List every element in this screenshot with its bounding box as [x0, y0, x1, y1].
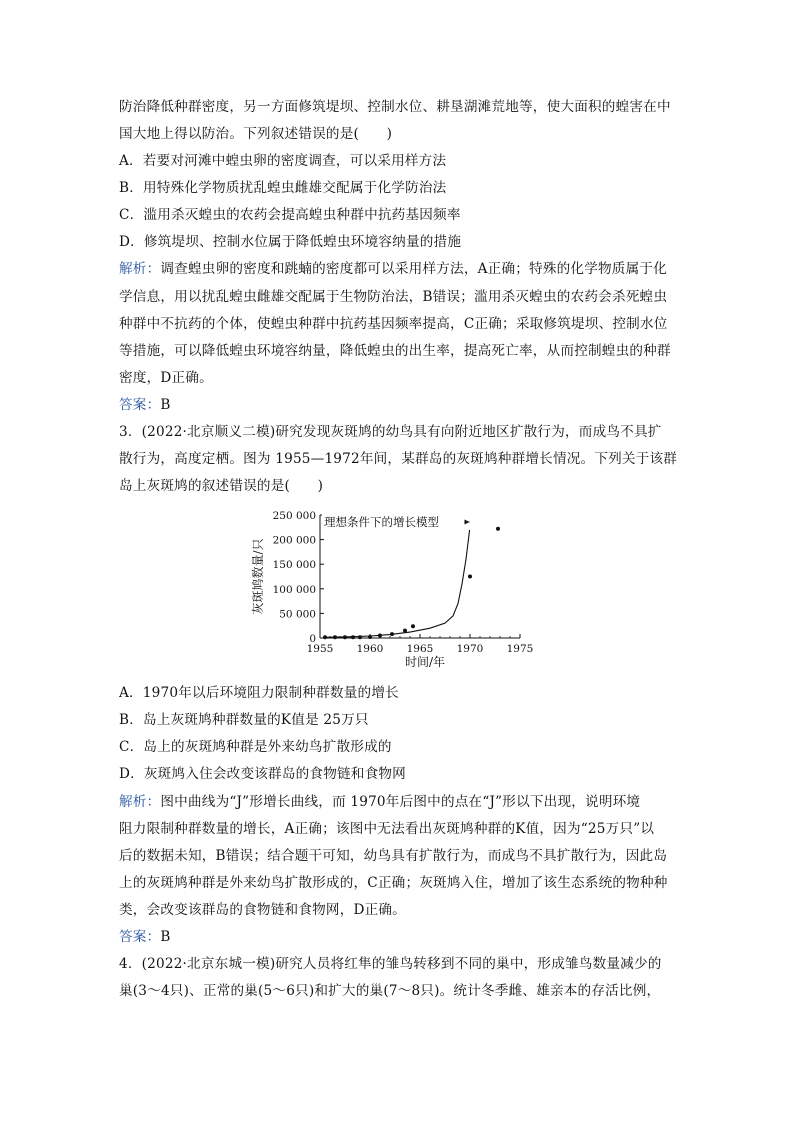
x-tick-label: 1975 [506, 643, 534, 655]
question3-stem-line2: 散行为，高度定栖。图为 1955—1972年间，某群岛的灰斑鸠种群增长情况。下列关于该群 [119, 451, 678, 467]
data-point [358, 635, 362, 639]
x-tick-label: 1955 [306, 643, 334, 655]
y-tick-label: 0 [309, 633, 316, 645]
question3-option-b: B．岛上灰斑鸠种群数量的K值是 25万只 [119, 712, 369, 728]
annotation-label: 理想条件下的增长模型 [324, 515, 439, 529]
explanation-text: 调查蝗虫卵的密度和跳蝻的密度都可以采用样方法，A正确；特殊的化学物质属于化 [160, 261, 667, 277]
answer-value: B [160, 929, 171, 945]
question2-explanation-line1 [119, 259, 679, 279]
question2-option-c: C．滥用杀灭蝗虫的农药会提高蝗虫种群中抗药基因频率 [119, 207, 461, 223]
ideal-growth-curve [325, 518, 471, 637]
y-tick-label: 250 000 [272, 510, 316, 522]
data-point [323, 635, 327, 639]
answer-value: B [160, 397, 171, 413]
y-tick-label: 200 000 [272, 534, 316, 547]
question3-explanation-line2: 阻力限制种群数量的增长，A正确；该图中无法看出灰斑鸠种群的K值，因为“25万只”以 [119, 821, 655, 837]
question3-explanation-line3: 后的数据未知，B错误；结合题干可知，幼鸟具有扩散行为，而成鸟不具扩散行为，因此岛 [119, 848, 668, 864]
data-point [351, 635, 355, 639]
question2-stem-line1: 防治降低种群密度，另一方面修筑堤坝、控制水位、耕垦湖滩荒地等，使大面积的蝗害在中 [119, 99, 671, 115]
question3-explanation-line5: 类，会改变该群岛的食物链和食物网，D正确。 [119, 902, 406, 918]
question2-option-b: B．用特殊化学物质扰乱蝗虫雌雄交配属于化学防治法 [119, 180, 447, 196]
data-point [411, 624, 415, 628]
question2-explanation-line2: 学信息，用以扰乱蝗虫雌雄交配属于生物防治法，B错误；滥用杀灭蝗虫的农药会杀死蝗虫 [119, 289, 668, 305]
data-point [403, 629, 407, 633]
question3-stem-line3: 岛上灰斑鸠的叙述错误的是( ) [119, 478, 324, 494]
question2-option-a: A．若要对河滩中蝗虫卵的密度调查，可以采用样方法 [119, 153, 447, 169]
x-tick-label: 1960 [356, 643, 384, 655]
question2-answer [119, 395, 679, 415]
question3-option-a: A．1970年以后环境阻力限制种群数量的增长 [119, 685, 399, 701]
data-point [368, 635, 372, 639]
x-axis-label: 时间/年 [404, 655, 446, 669]
question3-explanation-line4: 上的灰斑鸠种群是外来幼鸟扩散形成的，C正确；灰斑鸠入住，增加了该生态系统的物种种 [119, 875, 668, 891]
data-point [468, 575, 472, 579]
question3-explanation-line1 [119, 792, 679, 812]
question4-stem-line1: 4．(2022·北京东城一模)研究人员将红隼的雏鸟转移到不同的巢中，形成雏鸟数量减少的 [119, 956, 662, 972]
data-point [496, 527, 500, 531]
population-growth-chart [250, 505, 550, 675]
question3-option-d: D．灰斑鸠入住会改变该群岛的食物链和食物网 [119, 766, 406, 782]
question4-stem-line2: 巢(3～4只)、正常的巢(5～6只)和扩大的巢(7～8只)。统计冬季雌、雄亲本的存活比例， [119, 983, 661, 999]
explanation-label: 解析： [119, 261, 161, 277]
data-point [333, 635, 337, 639]
question2-option-d: D．修筑堤坝、控制水位属于降低蝗虫环境容纳量的措施 [119, 234, 462, 250]
question2-stem-line2: 国大地上得以防治。下列叙述错误的是( ) [119, 126, 393, 142]
data-point [378, 634, 382, 638]
chart-svg [250, 505, 550, 675]
answer-label: 答案： [119, 929, 161, 945]
question3-option-c: C．岛上的灰斑鸠种群是外来幼鸟扩散形成的 [119, 739, 392, 755]
x-tick-label: 1965 [406, 643, 434, 655]
explanation-text: 图中曲线为“J”形增长曲线，而 1970年后图中的点在“J”形以下出现，说明环境 [160, 794, 641, 810]
x-tick-label: 1970 [456, 643, 484, 655]
y-axis-label: 灰斑鸠数量/只 [251, 538, 265, 615]
question3-answer [119, 927, 679, 947]
y-tick-label: 100 000 [272, 583, 316, 596]
question3-stem-line1: 3．(2022·北京顺义二模)研究发现灰斑鸠的幼鸟具有向附近地区扩散行为，而成鸟不具扩 [119, 424, 662, 440]
y-tick-label: 150 000 [272, 559, 316, 572]
data-point [343, 635, 347, 639]
question2-explanation-line3: 种群中不抗药的个体，使蝗虫种群中抗药基因频率提高，C正确；采取修筑堤坝、控制水位 [119, 316, 668, 332]
answer-label: 答案： [119, 397, 161, 413]
data-point [390, 632, 394, 636]
question2-explanation-line4: 等措施，可以降低蝗虫环境容纳量，降低蝗虫的出生率，提高死亡率，从而控制蝗虫的种群 [119, 343, 671, 359]
explanation-label: 解析： [119, 794, 161, 810]
question2-explanation-line5: 密度，D正确。 [119, 370, 213, 386]
y-tick-label: 50 000 [279, 608, 316, 621]
